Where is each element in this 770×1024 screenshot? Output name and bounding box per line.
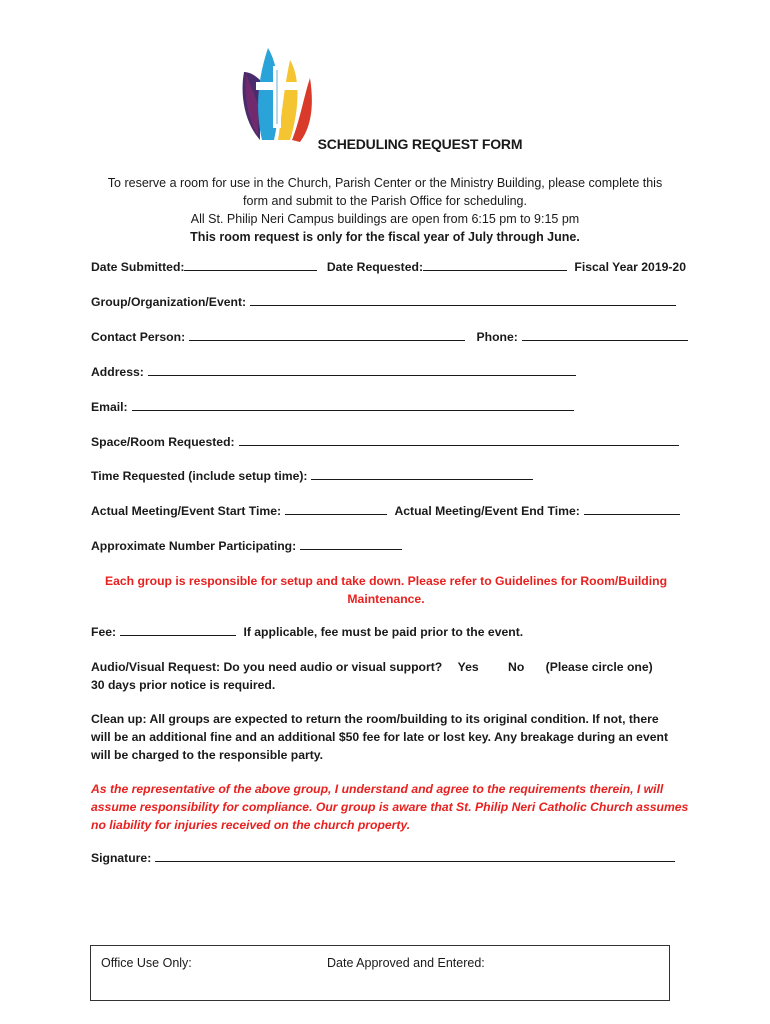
email-label: Email: (91, 400, 128, 414)
parish-logo-icon (238, 44, 316, 148)
time-requested-label: Time Requested (include setup time): (91, 469, 308, 483)
intro-text (0, 174, 770, 246)
page-title: SCHEDULING REQUEST FORM (317, 136, 523, 152)
address-row (91, 364, 576, 379)
end-time-field[interactable] (584, 503, 680, 515)
office-use-box (90, 945, 670, 1001)
participants-row (91, 538, 402, 553)
end-time-label: Actual Meeting/Event End Time: (394, 504, 580, 518)
office-use-label: Office Use Only: (101, 956, 192, 970)
av-no-option[interactable]: No (508, 660, 525, 674)
participants-label: Approximate Number Participating: (91, 539, 297, 553)
space-field[interactable] (239, 434, 679, 446)
group-field[interactable] (250, 294, 676, 306)
time-requested-row (91, 468, 533, 483)
signature-label: Signature: (91, 851, 152, 865)
contact-label: Contact Person: (91, 330, 186, 344)
participants-field[interactable] (300, 538, 402, 550)
start-time-label: Actual Meeting/Event Start Time: (91, 504, 282, 518)
agreement-line: no liability for injuries received on the church property. (91, 818, 411, 832)
agreement-line: As the representative of the above group, I understand and agree to the requirements therein, I will (91, 782, 664, 796)
email-row (91, 399, 574, 414)
intro-line: To reserve a room for use in the Church, Parish Center or the Ministry Building, please complete this (107, 176, 663, 190)
date-requested-field[interactable] (423, 259, 567, 271)
date-approved-label: Date Approved and Entered: (327, 956, 485, 970)
fee-label: Fee: (91, 625, 117, 639)
date-requested-label: Date Requested: (326, 260, 424, 274)
contact-field[interactable] (189, 329, 465, 341)
intro-fiscal-note: This room request is only for the fiscal year of July through June. (190, 230, 580, 244)
fee-field[interactable] (120, 624, 236, 636)
address-label: Address: (91, 365, 144, 379)
fiscal-year-label: Fiscal Year 2019-20 (574, 260, 686, 274)
email-field[interactable] (132, 399, 574, 411)
setup-notice-line: Each group is responsible for setup and take down. Please refer to Guidelines for Room/Building (104, 574, 668, 588)
agreement-line: assume responsibility for compliance. Our group is aware that St. Philip Neri Catholic Church assumes (91, 800, 689, 814)
cleanup-line: will be charged to the responsible party. (91, 748, 324, 762)
fee-note: If applicable, fee must be paid prior to the event. (243, 625, 524, 639)
setup-notice (91, 572, 681, 608)
address-field[interactable] (148, 364, 576, 376)
date-submitted-label: Date Submitted: (91, 260, 185, 274)
times-row (91, 503, 680, 518)
dates-row (91, 259, 686, 274)
cleanup-line: Clean up: All groups are expected to return the room/building to its original condition. If not, there (91, 712, 659, 726)
start-time-field[interactable] (285, 503, 387, 515)
cleanup-line: will be an additional fine and an additional $50 fee for late or lost key. Any breakage during an event (91, 730, 669, 744)
phone-label: Phone: (476, 330, 518, 344)
av-yes-option[interactable]: Yes (457, 660, 479, 674)
av-request (91, 658, 691, 694)
group-label: Group/Organization/Event: (91, 295, 247, 309)
av-notice: 30 days prior notice is required. (91, 678, 276, 692)
intro-line: form and submit to the Parish Office for scheduling. (243, 194, 527, 208)
time-requested-field[interactable] (311, 468, 533, 480)
space-row (91, 434, 679, 449)
setup-notice-line: Maintenance. (347, 592, 425, 606)
intro-line: All St. Philip Neri Campus buildings are open from 6:15 pm to 9:15 pm (190, 212, 580, 226)
av-hint: (Please circle one) (545, 660, 653, 674)
fee-row (91, 624, 523, 639)
phone-field[interactable] (522, 329, 688, 341)
cleanup-paragraph (91, 710, 691, 764)
signature-field[interactable] (155, 850, 675, 862)
agreement-paragraph (91, 780, 691, 834)
signature-row (91, 850, 675, 865)
contact-row (91, 329, 688, 344)
av-question: Audio/Visual Request: Do you need audio or visual support? (91, 660, 443, 674)
space-label: Space/Room Requested: (91, 435, 235, 449)
date-submitted-field[interactable] (184, 259, 317, 271)
group-row (91, 294, 676, 309)
